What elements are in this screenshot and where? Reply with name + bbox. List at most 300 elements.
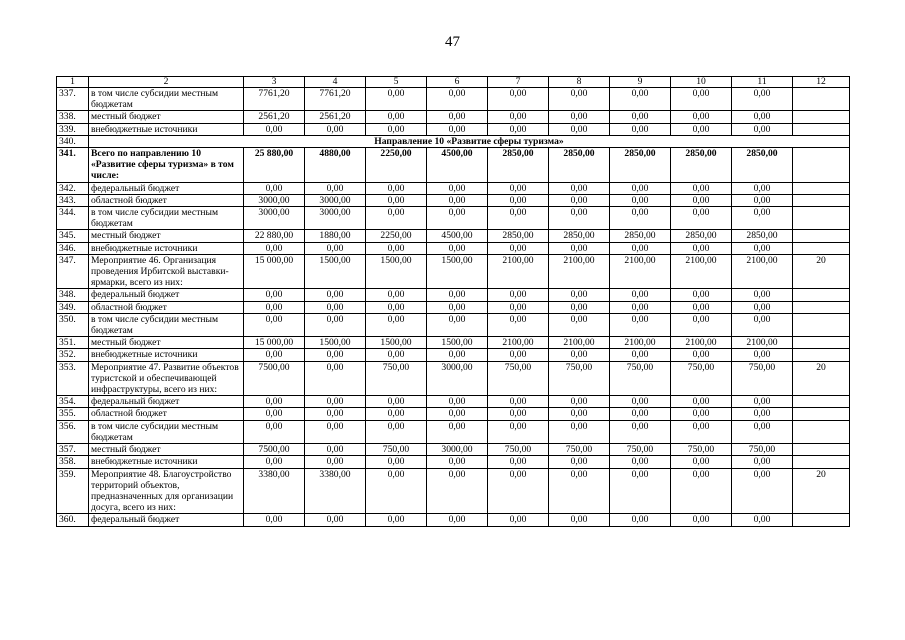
note-cell bbox=[793, 444, 850, 456]
note-cell bbox=[793, 111, 850, 123]
value-cell: 0,00 bbox=[244, 349, 305, 361]
value-cell: 0,00 bbox=[488, 207, 549, 230]
row-number-cell: 341. bbox=[57, 148, 89, 183]
value-cell: 0,00 bbox=[549, 123, 610, 135]
value-cell: 0,00 bbox=[671, 301, 732, 313]
row-number-cell: 345. bbox=[57, 230, 89, 242]
row-number-cell: 351. bbox=[57, 337, 89, 349]
value-cell: 2100,00 bbox=[671, 337, 732, 349]
value-cell: 0,00 bbox=[488, 289, 549, 301]
table-row bbox=[57, 313, 850, 336]
value-cell: 0,00 bbox=[610, 349, 671, 361]
value-cell: 0,00 bbox=[610, 88, 671, 111]
value-cell: 0,00 bbox=[610, 182, 671, 194]
value-cell: 15 000,00 bbox=[244, 337, 305, 349]
value-cell: 0,00 bbox=[610, 396, 671, 408]
value-cell: 750,00 bbox=[610, 444, 671, 456]
value-cell: 0,00 bbox=[549, 289, 610, 301]
note-cell bbox=[793, 337, 850, 349]
budget-table bbox=[56, 76, 850, 527]
value-cell: 0,00 bbox=[549, 349, 610, 361]
value-cell: 0,00 bbox=[244, 396, 305, 408]
value-cell: 0,00 bbox=[305, 313, 366, 336]
value-cell: 2100,00 bbox=[549, 337, 610, 349]
value-cell: 7500,00 bbox=[244, 361, 305, 396]
row-label-cell: Всего по направлению 10 «Развитие сферы туризма» в том числе: bbox=[89, 148, 244, 183]
value-cell: 0,00 bbox=[549, 420, 610, 443]
note-cell: 20 bbox=[793, 254, 850, 289]
value-cell: 2250,00 bbox=[366, 230, 427, 242]
value-cell: 0,00 bbox=[488, 182, 549, 194]
value-cell: 0,00 bbox=[549, 242, 610, 254]
row-label-cell: внебюджетные источники bbox=[89, 123, 244, 135]
value-cell: 0,00 bbox=[671, 123, 732, 135]
value-cell: 3000,00 bbox=[305, 207, 366, 230]
row-number-cell: 339. bbox=[57, 123, 89, 135]
value-cell: 0,00 bbox=[427, 456, 488, 468]
value-cell: 0,00 bbox=[732, 289, 793, 301]
value-cell: 0,00 bbox=[427, 242, 488, 254]
value-cell: 4880,00 bbox=[305, 148, 366, 183]
value-cell: 0,00 bbox=[488, 456, 549, 468]
table-row bbox=[57, 289, 850, 301]
value-cell: 0,00 bbox=[366, 182, 427, 194]
value-cell: 2850,00 bbox=[610, 230, 671, 242]
value-cell: 2561,20 bbox=[305, 111, 366, 123]
value-cell: 2850,00 bbox=[549, 230, 610, 242]
value-cell: 0,00 bbox=[610, 456, 671, 468]
row-number-cell: 343. bbox=[57, 194, 89, 206]
value-cell: 750,00 bbox=[488, 361, 549, 396]
row-label-cell: федеральный бюджет bbox=[89, 396, 244, 408]
value-cell: 2850,00 bbox=[488, 230, 549, 242]
value-cell: 0,00 bbox=[732, 408, 793, 420]
value-cell: 0,00 bbox=[610, 313, 671, 336]
value-cell: 0,00 bbox=[549, 456, 610, 468]
value-cell: 2850,00 bbox=[488, 148, 549, 183]
note-cell bbox=[793, 242, 850, 254]
value-cell: 0,00 bbox=[244, 514, 305, 526]
row-label-cell: местный бюджет bbox=[89, 444, 244, 456]
row-label-cell: областной бюджет bbox=[89, 194, 244, 206]
value-cell: 0,00 bbox=[427, 207, 488, 230]
value-cell: 2850,00 bbox=[671, 148, 732, 183]
value-cell: 1880,00 bbox=[305, 230, 366, 242]
column-header: 11 bbox=[732, 77, 793, 88]
value-cell: 0,00 bbox=[366, 456, 427, 468]
value-cell: 0,00 bbox=[732, 313, 793, 336]
table-row bbox=[57, 194, 850, 206]
column-header: 7 bbox=[488, 77, 549, 88]
value-cell: 0,00 bbox=[366, 242, 427, 254]
value-cell: 2100,00 bbox=[732, 337, 793, 349]
value-cell: 0,00 bbox=[671, 396, 732, 408]
value-cell: 0,00 bbox=[549, 408, 610, 420]
value-cell: 0,00 bbox=[305, 349, 366, 361]
value-cell: 0,00 bbox=[549, 301, 610, 313]
value-cell: 3000,00 bbox=[427, 444, 488, 456]
value-cell: 0,00 bbox=[366, 408, 427, 420]
table-row bbox=[57, 230, 850, 242]
value-cell: 0,00 bbox=[366, 313, 427, 336]
value-cell: 0,00 bbox=[305, 123, 366, 135]
value-cell: 2100,00 bbox=[488, 337, 549, 349]
value-cell: 2850,00 bbox=[671, 230, 732, 242]
value-cell: 0,00 bbox=[732, 207, 793, 230]
value-cell: 0,00 bbox=[610, 514, 671, 526]
value-cell: 0,00 bbox=[610, 242, 671, 254]
note-cell bbox=[793, 396, 850, 408]
value-cell: 0,00 bbox=[244, 456, 305, 468]
row-label-cell: в том числе субсидии местным бюджетам bbox=[89, 420, 244, 443]
row-label-cell: местный бюджет bbox=[89, 230, 244, 242]
table-row bbox=[57, 88, 850, 111]
value-cell: 0,00 bbox=[427, 301, 488, 313]
value-cell: 0,00 bbox=[549, 396, 610, 408]
value-cell: 0,00 bbox=[671, 456, 732, 468]
value-cell: 0,00 bbox=[244, 420, 305, 443]
value-cell: 0,00 bbox=[549, 88, 610, 111]
value-cell: 0,00 bbox=[671, 182, 732, 194]
value-cell: 0,00 bbox=[610, 289, 671, 301]
row-label-cell: местный бюджет bbox=[89, 337, 244, 349]
value-cell: 0,00 bbox=[610, 207, 671, 230]
value-cell: 2850,00 bbox=[549, 148, 610, 183]
value-cell: 0,00 bbox=[732, 301, 793, 313]
value-cell: 0,00 bbox=[549, 194, 610, 206]
value-cell: 22 880,00 bbox=[244, 230, 305, 242]
value-cell: 0,00 bbox=[366, 88, 427, 111]
value-cell: 0,00 bbox=[305, 242, 366, 254]
value-cell: 0,00 bbox=[549, 111, 610, 123]
value-cell: 0,00 bbox=[244, 408, 305, 420]
row-number-cell: 346. bbox=[57, 242, 89, 254]
value-cell: 0,00 bbox=[671, 408, 732, 420]
value-cell: 0,00 bbox=[549, 514, 610, 526]
value-cell: 0,00 bbox=[610, 408, 671, 420]
note-cell bbox=[793, 88, 850, 111]
value-cell: 0,00 bbox=[366, 194, 427, 206]
value-cell: 0,00 bbox=[610, 468, 671, 514]
value-cell: 0,00 bbox=[427, 111, 488, 123]
value-cell: 0,00 bbox=[732, 468, 793, 514]
note-cell bbox=[793, 420, 850, 443]
value-cell: 0,00 bbox=[488, 408, 549, 420]
value-cell: 0,00 bbox=[671, 313, 732, 336]
table-row bbox=[57, 444, 850, 456]
column-header: 5 bbox=[366, 77, 427, 88]
value-cell: 0,00 bbox=[366, 349, 427, 361]
value-cell: 25 880,00 bbox=[244, 148, 305, 183]
row-number-cell: 350. bbox=[57, 313, 89, 336]
row-number-cell: 355. bbox=[57, 408, 89, 420]
value-cell: 0,00 bbox=[427, 289, 488, 301]
value-cell: 4500,00 bbox=[427, 230, 488, 242]
value-cell: 0,00 bbox=[427, 408, 488, 420]
value-cell: 0,00 bbox=[732, 420, 793, 443]
value-cell: 750,00 bbox=[671, 361, 732, 396]
row-label-cell: федеральный бюджет bbox=[89, 514, 244, 526]
value-cell: 0,00 bbox=[366, 123, 427, 135]
column-header: 1 bbox=[57, 77, 89, 88]
value-cell: 0,00 bbox=[610, 123, 671, 135]
value-cell: 0,00 bbox=[732, 88, 793, 111]
note-cell bbox=[793, 514, 850, 526]
value-cell: 0,00 bbox=[488, 468, 549, 514]
section-title-cell: Направление 10 «Развитие сферы туризма» bbox=[89, 135, 850, 147]
table-row bbox=[57, 148, 850, 183]
table-row bbox=[57, 207, 850, 230]
value-cell: 0,00 bbox=[427, 194, 488, 206]
value-cell: 0,00 bbox=[305, 514, 366, 526]
value-cell: 0,00 bbox=[244, 182, 305, 194]
value-cell: 0,00 bbox=[427, 468, 488, 514]
value-cell: 0,00 bbox=[732, 242, 793, 254]
row-number-cell: 340. bbox=[57, 135, 89, 147]
value-cell: 7500,00 bbox=[244, 444, 305, 456]
value-cell: 0,00 bbox=[305, 408, 366, 420]
value-cell: 0,00 bbox=[305, 301, 366, 313]
value-cell: 0,00 bbox=[244, 123, 305, 135]
row-label-cell: внебюджетные источники bbox=[89, 456, 244, 468]
table-row bbox=[57, 182, 850, 194]
table-row bbox=[57, 301, 850, 313]
table-row bbox=[57, 420, 850, 443]
value-cell: 1500,00 bbox=[366, 337, 427, 349]
value-cell: 0,00 bbox=[488, 111, 549, 123]
value-cell: 3000,00 bbox=[244, 194, 305, 206]
row-number-cell: 354. bbox=[57, 396, 89, 408]
row-number-cell: 357. bbox=[57, 444, 89, 456]
value-cell: 1500,00 bbox=[427, 254, 488, 289]
value-cell: 1500,00 bbox=[305, 254, 366, 289]
note-cell bbox=[793, 349, 850, 361]
value-cell: 0,00 bbox=[671, 514, 732, 526]
value-cell: 750,00 bbox=[610, 361, 671, 396]
value-cell: 0,00 bbox=[366, 468, 427, 514]
value-cell: 1500,00 bbox=[305, 337, 366, 349]
row-number-cell: 338. bbox=[57, 111, 89, 123]
table-row bbox=[57, 456, 850, 468]
value-cell: 0,00 bbox=[244, 313, 305, 336]
row-label-cell: в том числе субсидии местным бюджетам bbox=[89, 313, 244, 336]
note-cell bbox=[793, 182, 850, 194]
row-number-cell: 347. bbox=[57, 254, 89, 289]
value-cell: 3000,00 bbox=[305, 194, 366, 206]
row-number-cell: 360. bbox=[57, 514, 89, 526]
value-cell: 0,00 bbox=[610, 194, 671, 206]
value-cell: 0,00 bbox=[732, 396, 793, 408]
value-cell: 2100,00 bbox=[671, 254, 732, 289]
value-cell: 0,00 bbox=[488, 301, 549, 313]
value-cell: 0,00 bbox=[305, 456, 366, 468]
value-cell: 0,00 bbox=[366, 301, 427, 313]
value-cell: 15 000,00 bbox=[244, 254, 305, 289]
value-cell: 2100,00 bbox=[610, 254, 671, 289]
value-cell: 2100,00 bbox=[488, 254, 549, 289]
value-cell: 750,00 bbox=[671, 444, 732, 456]
value-cell: 0,00 bbox=[610, 301, 671, 313]
value-cell: 750,00 bbox=[549, 444, 610, 456]
column-header: 6 bbox=[427, 77, 488, 88]
value-cell: 0,00 bbox=[366, 289, 427, 301]
value-cell: 0,00 bbox=[732, 194, 793, 206]
value-cell: 0,00 bbox=[366, 111, 427, 123]
table-row bbox=[57, 408, 850, 420]
value-cell: 0,00 bbox=[488, 349, 549, 361]
row-label-cell: областной бюджет bbox=[89, 408, 244, 420]
value-cell: 0,00 bbox=[671, 194, 732, 206]
column-header: 8 bbox=[549, 77, 610, 88]
row-number-cell: 344. bbox=[57, 207, 89, 230]
row-number-cell: 342. bbox=[57, 182, 89, 194]
table-row bbox=[57, 337, 850, 349]
row-number-cell: 359. bbox=[57, 468, 89, 514]
value-cell: 0,00 bbox=[366, 396, 427, 408]
value-cell: 0,00 bbox=[732, 456, 793, 468]
table-body bbox=[57, 77, 850, 527]
table-row bbox=[57, 123, 850, 135]
value-cell: 0,00 bbox=[549, 468, 610, 514]
value-cell: 0,00 bbox=[427, 313, 488, 336]
value-cell: 0,00 bbox=[427, 514, 488, 526]
table-row bbox=[57, 361, 850, 396]
value-cell: 0,00 bbox=[305, 396, 366, 408]
value-cell: 2850,00 bbox=[610, 148, 671, 183]
row-label-cell: федеральный бюджет bbox=[89, 289, 244, 301]
value-cell: 2561,20 bbox=[244, 111, 305, 123]
table-row bbox=[57, 254, 850, 289]
table-row bbox=[57, 514, 850, 526]
column-header: 3 bbox=[244, 77, 305, 88]
value-cell: 3000,00 bbox=[427, 361, 488, 396]
note-cell bbox=[793, 456, 850, 468]
row-label-cell: в том числе субсидии местным бюджетам bbox=[89, 207, 244, 230]
value-cell: 0,00 bbox=[610, 420, 671, 443]
value-cell: 0,00 bbox=[732, 182, 793, 194]
value-cell: 0,00 bbox=[427, 123, 488, 135]
row-label-cell: областной бюджет bbox=[89, 301, 244, 313]
value-cell: 2250,00 bbox=[366, 148, 427, 183]
value-cell: 0,00 bbox=[427, 88, 488, 111]
row-label-cell: в том числе субсидии местным бюджетам bbox=[89, 88, 244, 111]
note-cell bbox=[793, 230, 850, 242]
value-cell: 0,00 bbox=[671, 111, 732, 123]
value-cell: 2100,00 bbox=[610, 337, 671, 349]
value-cell: 0,00 bbox=[488, 313, 549, 336]
value-cell: 7761,20 bbox=[244, 88, 305, 111]
value-cell: 0,00 bbox=[488, 396, 549, 408]
value-cell: 2100,00 bbox=[549, 254, 610, 289]
value-cell: 0,00 bbox=[549, 207, 610, 230]
table-header-row bbox=[57, 77, 850, 88]
section-row bbox=[57, 135, 850, 147]
row-number-cell: 349. bbox=[57, 301, 89, 313]
value-cell: 1500,00 bbox=[427, 337, 488, 349]
note-cell: 20 bbox=[793, 361, 850, 396]
value-cell: 0,00 bbox=[549, 313, 610, 336]
note-cell bbox=[793, 289, 850, 301]
row-label-cell: внебюджетные источники bbox=[89, 349, 244, 361]
value-cell: 1500,00 bbox=[366, 254, 427, 289]
note-cell bbox=[793, 301, 850, 313]
row-number-cell: 337. bbox=[57, 88, 89, 111]
value-cell: 2850,00 bbox=[732, 230, 793, 242]
value-cell: 0,00 bbox=[305, 420, 366, 443]
value-cell: 4500,00 bbox=[427, 148, 488, 183]
value-cell: 0,00 bbox=[671, 349, 732, 361]
value-cell: 0,00 bbox=[305, 444, 366, 456]
value-cell: 0,00 bbox=[427, 396, 488, 408]
value-cell: 750,00 bbox=[732, 361, 793, 396]
column-header: 9 bbox=[610, 77, 671, 88]
note-cell bbox=[793, 123, 850, 135]
row-label-cell: федеральный бюджет bbox=[89, 182, 244, 194]
value-cell: 0,00 bbox=[305, 182, 366, 194]
value-cell: 750,00 bbox=[732, 444, 793, 456]
value-cell: 0,00 bbox=[366, 420, 427, 443]
value-cell: 0,00 bbox=[366, 514, 427, 526]
value-cell: 0,00 bbox=[366, 207, 427, 230]
table-row bbox=[57, 242, 850, 254]
value-cell: 0,00 bbox=[244, 301, 305, 313]
row-number-cell: 358. bbox=[57, 456, 89, 468]
column-header: 10 bbox=[671, 77, 732, 88]
value-cell: 3380,00 bbox=[244, 468, 305, 514]
value-cell: 0,00 bbox=[732, 111, 793, 123]
note-cell bbox=[793, 194, 850, 206]
value-cell: 0,00 bbox=[549, 182, 610, 194]
value-cell: 3380,00 bbox=[305, 468, 366, 514]
value-cell: 0,00 bbox=[244, 242, 305, 254]
value-cell: 0,00 bbox=[671, 242, 732, 254]
table-row bbox=[57, 468, 850, 514]
value-cell: 0,00 bbox=[671, 420, 732, 443]
row-number-cell: 348. bbox=[57, 289, 89, 301]
row-number-cell: 352. bbox=[57, 349, 89, 361]
value-cell: 750,00 bbox=[488, 444, 549, 456]
value-cell: 0,00 bbox=[671, 468, 732, 514]
row-label-cell: Мероприятие 46. Организация проведения Ирбитской выставки-ярмарки, всего из них: bbox=[89, 254, 244, 289]
column-header: 4 bbox=[305, 77, 366, 88]
value-cell: 0,00 bbox=[488, 242, 549, 254]
value-cell: 0,00 bbox=[427, 349, 488, 361]
value-cell: 0,00 bbox=[671, 289, 732, 301]
value-cell: 0,00 bbox=[488, 194, 549, 206]
note-cell bbox=[793, 313, 850, 336]
note-cell: 20 bbox=[793, 468, 850, 514]
value-cell: 0,00 bbox=[488, 420, 549, 443]
row-number-cell: 353. bbox=[57, 361, 89, 396]
value-cell: 0,00 bbox=[732, 123, 793, 135]
table-row bbox=[57, 396, 850, 408]
column-header: 2 bbox=[89, 77, 244, 88]
value-cell: 0,00 bbox=[732, 514, 793, 526]
table-row bbox=[57, 111, 850, 123]
value-cell: 2850,00 bbox=[732, 148, 793, 183]
value-cell: 0,00 bbox=[305, 289, 366, 301]
value-cell: 0,00 bbox=[610, 111, 671, 123]
value-cell: 750,00 bbox=[366, 361, 427, 396]
value-cell: 0,00 bbox=[244, 289, 305, 301]
value-cell: 7761,20 bbox=[305, 88, 366, 111]
value-cell: 0,00 bbox=[488, 88, 549, 111]
note-cell bbox=[793, 207, 850, 230]
note-cell bbox=[793, 408, 850, 420]
row-number-cell: 356. bbox=[57, 420, 89, 443]
value-cell: 0,00 bbox=[488, 123, 549, 135]
row-label-cell: внебюджетные источники bbox=[89, 242, 244, 254]
